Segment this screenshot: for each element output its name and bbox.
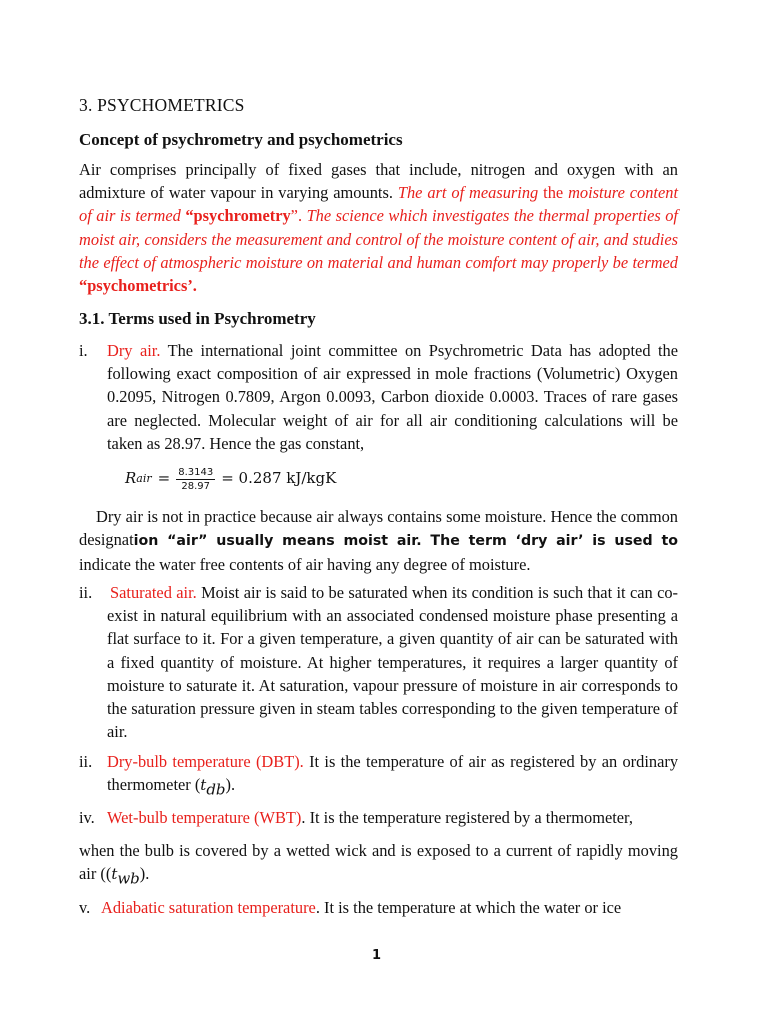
intro-paragraph: [79, 158, 678, 297]
item-number: v.: [79, 898, 91, 917]
item-number: ii.: [79, 583, 93, 602]
list-item-saturated-air: [79, 581, 678, 743]
symbol-t: t: [111, 865, 118, 884]
item-text: It is the temperature of air as registered by an ordinary thermometer (: [107, 752, 679, 795]
item-body: [107, 750, 678, 797]
item-text-end: ).: [139, 864, 150, 884]
item-term: Adiabatic saturation temperature: [101, 898, 316, 917]
note-text-3: indicate the water free contents of air having any degree of moisture.: [79, 555, 531, 575]
item-number: iv.: [79, 808, 95, 827]
symbol-t: t: [200, 776, 207, 795]
section-subheading: Concept of psychrometry and psychometrics: [79, 130, 403, 149]
intro-text: Air comprises principally of fixed gases that include, nitrogen and oxygen with an admixture of water vapour in varying amounts.: [79, 160, 678, 203]
item-number: ii.: [79, 752, 93, 771]
item-term: Dry air.: [107, 341, 161, 360]
list-item-adiabatic-saturation: [79, 896, 678, 919]
item-text: . It is the temperature at which the water or ice: [315, 898, 622, 917]
item-text-end: ).: [225, 775, 236, 795]
term-psychometrics: “psychometrics’.: [79, 276, 197, 296]
intro-red-2: the: [543, 183, 569, 203]
note-text-2: ion “air” usually means moist air. The term ‘dry air’ is used to: [133, 533, 678, 550]
term-psychrometry: “psychrometry: [185, 206, 291, 226]
intro-red-6: The science which investigates the thermal properties of moist air, considers the measurement and control of the moisture content of air, and studies the effect of atmospheric moisture on material and human comfort may properly be termed: [79, 206, 678, 272]
item-body: [101, 896, 678, 919]
intro-red-3: moisture content of air is termed: [79, 183, 679, 226]
intro-red-5: ”.: [290, 206, 307, 226]
item-number: i.: [79, 341, 88, 360]
formula-rhs: = 0.287 kJ/kgK: [221, 469, 337, 488]
item-text: Moist air is said to be saturated when its condition is such that it can co-exist in natural equilibrium with an associated condensed moisture phase presenting a flat surface to it. For a given temperature, a given quantity of air can be saturated with a fixed quantity of moisture. At higher temperatures, it requires a larger quantity of moisture to saturate it. At saturation, vapour pressure of moisture in air corresponds to the saturation pressure given in steam tables corresponding to the given temperature of air.: [107, 583, 678, 742]
formula-fraction: [176, 466, 215, 493]
item-term: Dry-bulb temperature (DBT).: [107, 752, 304, 771]
item-body: [107, 806, 678, 829]
formula-equals: =: [157, 469, 171, 488]
intro-red-1: The art of measuring: [397, 183, 544, 203]
item-body: [107, 581, 678, 743]
wet-bulb-continuation: [79, 839, 678, 886]
list-item-dry-bulb-temperature: [79, 750, 678, 797]
item-body: [107, 339, 678, 455]
item-term: Wet-bulb temperature (WBT): [107, 808, 302, 827]
page-number: 1: [372, 948, 382, 963]
chapter-heading: 3. PSYCHOMETRICS: [79, 95, 245, 115]
dry-air-note: [79, 505, 678, 577]
list-item-wet-bulb-temperature: [79, 806, 678, 829]
item-text: The international joint committee on Psychrometric Data has adopted the following exact composition of air expressed in mole fractions (Volumetric) Oxygen 0.2095, Nitrogen 0.7809, Argon 0.0093, Carbon dioxide 0.0003. Traces of rare gases are neglected. Molecular weight of air for all air conditioning calculations will be taken as 28.97. Hence the gas constant,: [107, 341, 678, 453]
formula-numerator: 8.3143: [178, 466, 214, 478]
list-item-dry-air: [79, 339, 678, 455]
item-term: Saturated air.: [110, 583, 197, 602]
symbol-sub-db: db: [206, 780, 226, 799]
item-text: . It is the temperature registered by a thermometer,: [301, 808, 633, 827]
note-text-1: Dry air is not in practice because air always contains some moisture. Hence the common designat: [79, 507, 678, 550]
item-text: when the bulb is covered by a wetted wick and is exposed to a current of rapidly moving air ((: [79, 841, 678, 884]
symbol-sub-wb: wb: [117, 869, 140, 888]
gas-constant-formula: R air = $\frac{8.3143}{28.97}$ = 0.287 kJ/kgK: [125, 466, 337, 492]
formula-denominator: 28.97: [181, 480, 211, 492]
section-3-1-heading: 3.1. Terms used in Psychrometry: [79, 309, 316, 328]
formula-lhs: R: [125, 469, 137, 488]
